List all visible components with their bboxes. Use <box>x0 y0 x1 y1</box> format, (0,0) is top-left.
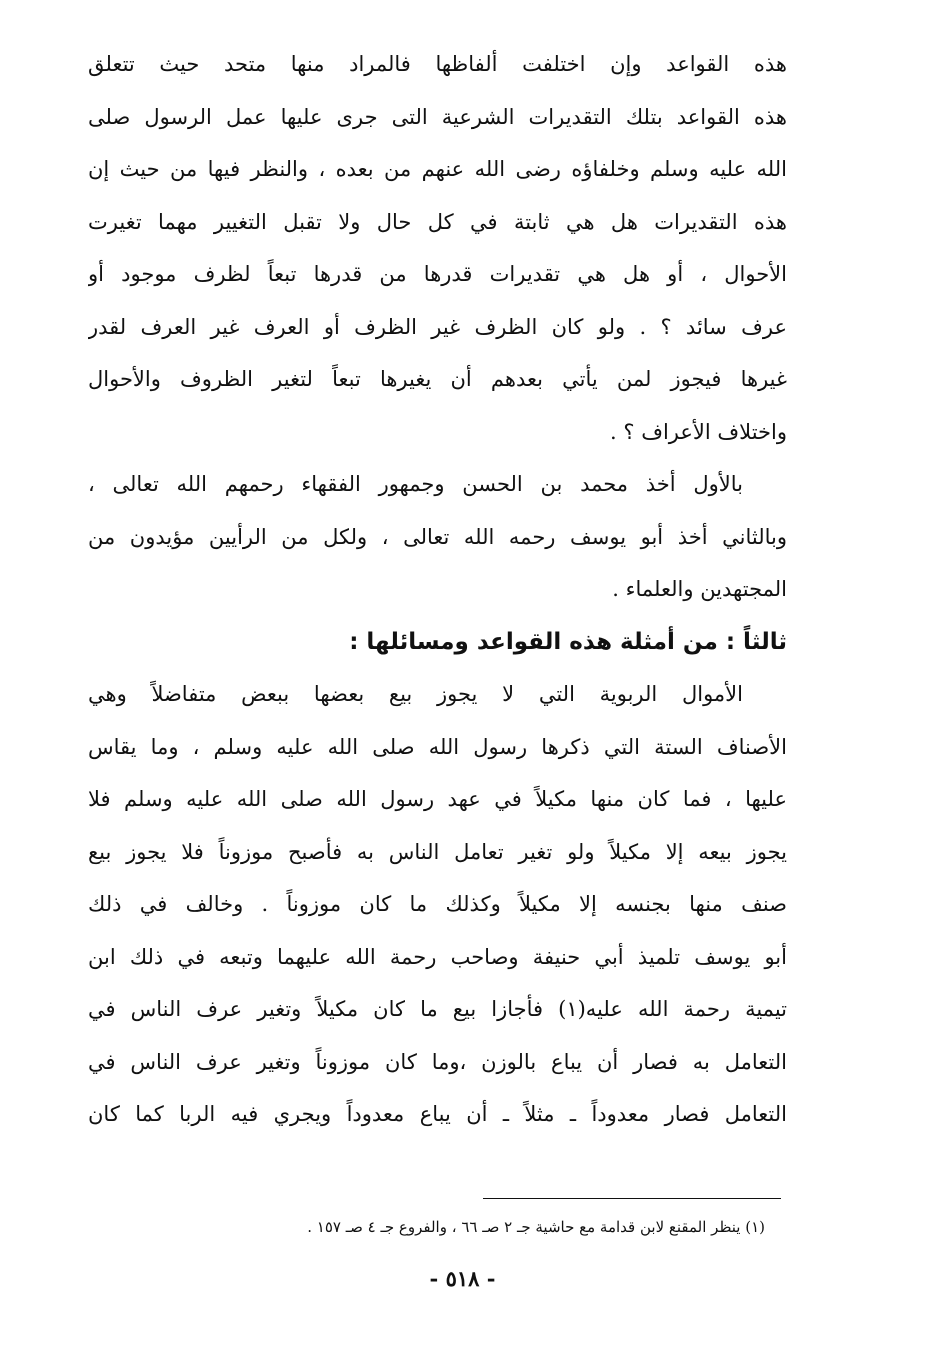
main-text <box>88 38 787 1141</box>
text-line: واختلاف الأعراف ؟ . <box>610 419 787 444</box>
text-line: المجتهدين والعلماء . <box>612 577 787 601</box>
text-line: أبو يوسف تلميذ أبي حنيفة وصاحب رحمة الله عليهما وتبعه في ذلك ابن <box>88 944 787 969</box>
text-line: الله عليه وسلم وخلفاؤه رضى الله عنهم من بعده ، والنظر فيها من حيث إن <box>88 157 787 181</box>
text-line: الأموال الربوية التي لا يجوز بيع بعضها ببعض متفاضلاً وهي <box>88 682 743 706</box>
page-number: - ٥١٨ - <box>429 1266 496 1291</box>
paragraph-1 <box>88 38 787 458</box>
text-line: صنف منها بجنسه إلا مكيلاً وكذلك ما كان موزوناً . وخالف في ذلك <box>88 892 787 916</box>
text-line: غيرها فيجوز لمن يأتي بعدهم أن يغيرها تبعاً لتغير الظروف والأحوال <box>88 367 787 391</box>
section-heading: ثالثاً : من أمثلة هذه القواعد ومسائلها : <box>349 628 787 655</box>
text-line: عرف سائد ؟ . ولو كان الظرف غير الظرف أو العرف غير العرف لقدر <box>88 314 787 339</box>
text-line: التعامل به فصار أن يباع بالوزن ،وما كان موزوناً وتغير عرف الناس في <box>88 1049 787 1074</box>
text-line: تيمية رحمة الله عليه(١) فأجازا بيع ما كان مكيلاً وتغير عرف الناس في <box>88 997 787 1021</box>
text-line: الأحوال ، أو هل هي تقديرات قدرها من قدرها تبعاً لظرف موجود أو <box>88 262 787 286</box>
text-line: هذه القواعد بتلك التقديرات الشرعية التى جرى عليها عمل الرسول صلى <box>88 104 787 129</box>
footnote: (١) ينظر المقنع لابن قدامة مع حاشية جـ ٢ صـ ٦٦ ، والفروع جـ ٤ صـ ١٥٧ . <box>307 1218 765 1236</box>
text-line: الأصناف الستة التي ذكرها رسول الله صلى الله عليه وسلم ، وما يقاس <box>88 734 787 759</box>
paragraph-2 <box>88 458 787 616</box>
text-line: هذه التقديرات هل هي ثابتة في كل حال ولا تقبل التغيير مهما تغيرت <box>88 209 787 234</box>
text-line: يجوز بيعه إلا مكيلاً ولو تغير تعامل الناس به فأصبح موزوناً فلا يجوز بيع <box>88 839 787 864</box>
text-line: وبالثاني أخذ أبو يوسف رحمه الله تعالى ، ولكل من الرأيين مؤيدون من <box>88 524 787 549</box>
text-line: هذه القواعد وإن اختلفت ألفاظها فالمراد منها متحد حيث تتعلق <box>88 52 787 76</box>
footnote-divider <box>483 1198 781 1199</box>
paragraph-3 <box>88 668 787 1141</box>
text-line: التعامل فصار معدوداً ـ مثلاً ـ أن يباع معدوداً ويجري فيه الربا كما كان <box>88 1102 787 1126</box>
text-line: بالأول أخذ محمد بن الحسن وجمهور الفقهاء رحمهم الله تعالى ، <box>88 472 743 496</box>
text-line: عليها ، فما كان منها مكيلاً في عهد رسول الله صلى الله عليه وسلم فلا <box>88 787 787 811</box>
